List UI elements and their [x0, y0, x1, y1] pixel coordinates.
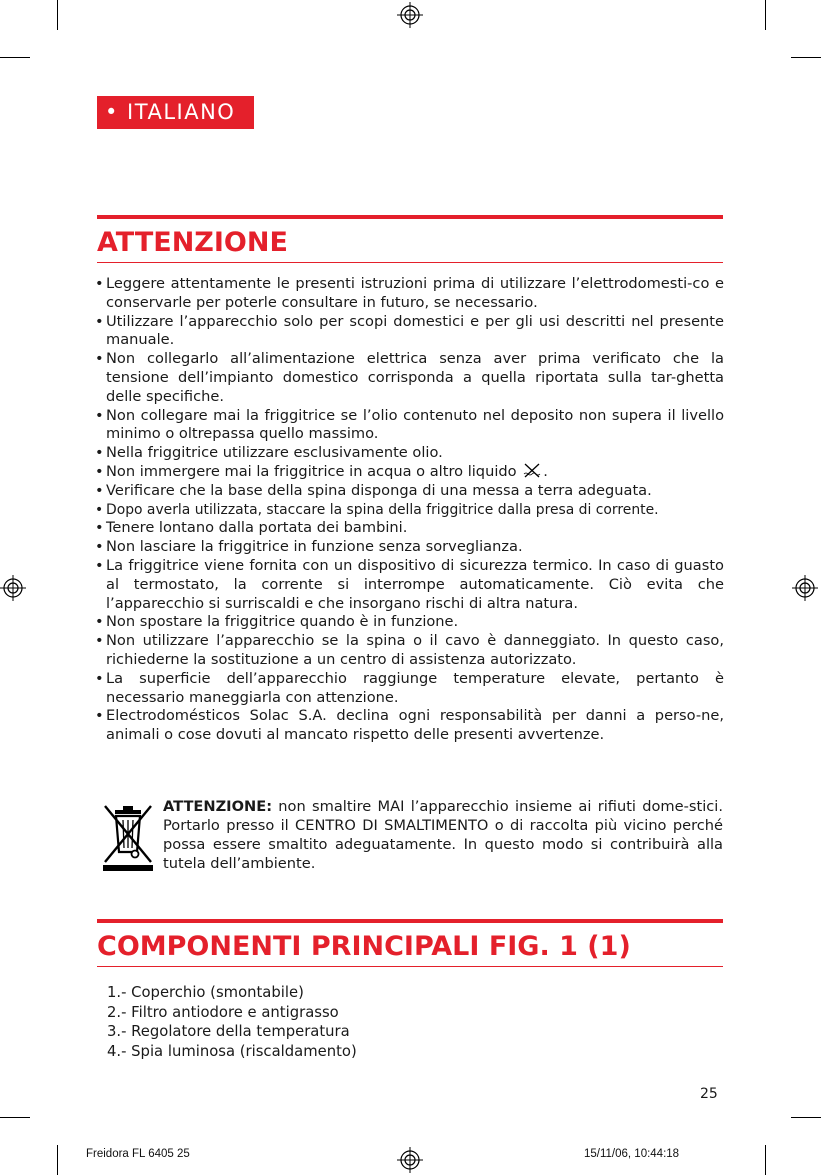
no-immersion-icon — [523, 463, 541, 478]
section-top-bar — [97, 919, 723, 923]
list-item-text: Non immergere mai la friggitrice in acqua o altro liquido — [106, 462, 517, 480]
crop-mark — [765, 0, 766, 30]
section-header-attenzione — [97, 215, 723, 263]
section-header-componenti — [97, 919, 723, 967]
list-item: • Verificare che la base della spina disponga di una messa a terra adeguata. — [97, 482, 724, 501]
list-item: • Non collegare mai la friggitrice se l’olio contenuto nel deposito non supera il livello minimo o oltrepassa quello massimo. — [97, 407, 724, 445]
section-top-bar — [97, 215, 723, 219]
disposal-text: non smaltire MAI l’apparecchio insieme ai rifiuti dome-stici. Portarlo presso il CENTRO DI SMALTIMENTO o di raccolta più vicino perché possa essere smaltito adeguatamente. In questo modo si contribuirà alla tutela dell’ambiente. — [163, 798, 723, 872]
list-item: • Leggere attentamente le presenti istruzioni prima di utilizzare l’elettrodomesti-co e conservarle per poterle consultare in futuro, se necessario. — [97, 275, 724, 313]
section-underline — [97, 966, 723, 967]
language-tag: • ITALIANO — [97, 96, 254, 129]
warning-list — [97, 275, 724, 745]
registration-mark-icon — [792, 575, 818, 601]
list-item: • Non lasciare la friggitrice in funzione senza sorveglianza. — [97, 538, 724, 557]
print-slug-file: Freidora FL 6405 25 — [86, 1148, 190, 1160]
list-item: 1.- Coperchio (smontabile) — [107, 984, 304, 1001]
list-item — [97, 463, 724, 482]
disposal-label: ATTENZIONE: — [163, 798, 273, 815]
list-item: • Electrodomésticos Solac S.A. declina ogni responsabilità per danni a perso-ne, animali o cose dovuti al mancato rispetto delle presenti avvertenze. — [97, 707, 724, 745]
list-item: • La superficie dell’apparecchio raggiunge temperature elevate, pertanto è necessario maneggiarla con attenzione. — [97, 670, 724, 708]
section-underline — [97, 262, 723, 263]
list-item: • Nella friggitrice utilizzare esclusivamente olio. — [97, 444, 724, 463]
crop-mark — [57, 1145, 58, 1175]
crop-mark — [0, 1117, 30, 1118]
registration-mark-icon — [397, 2, 423, 28]
components-list — [107, 983, 357, 1061]
list-item: • Non utilizzare l’apparecchio se la spina o il cavo è danneggiato. In questo caso, richiederne la sostituzione a un centro di assistenza autorizzato. — [97, 632, 724, 670]
list-item: 3.- Regolatore della temperatura — [107, 1023, 350, 1041]
list-item: 2.- Filtro antiodore e antigrasso — [107, 1003, 339, 1021]
list-item: • Non collegarlo all’alimentazione elettrica senza aver prima verificato che la tensione dell’impianto domestico corrisponda a quella riportata sulla tar-ghetta delle specifiche. — [97, 350, 724, 406]
crossed-out-wheelie-bin-icon — [101, 802, 155, 872]
crop-mark — [0, 57, 30, 58]
page-number: 25 — [700, 1086, 718, 1102]
registration-mark-icon — [0, 575, 26, 601]
section-title: COMPONENTI PRINCIPALI FIG. 1 (1) — [97, 931, 631, 962]
list-item: • Tenere lontano dalla portata dei bambini. — [97, 519, 724, 538]
crop-mark — [765, 1145, 766, 1175]
disposal-notice — [163, 797, 723, 873]
list-item: • Dopo averla utilizzata, staccare la spina della friggitrice dalla presa di corrente. — [97, 501, 724, 520]
section-title: ATTENZIONE — [97, 227, 288, 258]
list-item: • Utilizzare l’apparecchio solo per scopi domestici e per gli usi descritti nel presente manuale. — [97, 313, 724, 351]
registration-mark-icon — [397, 1147, 423, 1173]
punctuation: . — [543, 462, 548, 480]
print-slug-timestamp: 15/11/06, 10:44:18 — [584, 1148, 680, 1160]
list-item: • Non spostare la friggitrice quando è in funzione. — [97, 613, 724, 632]
list-item: 4.- Spia luminosa (riscaldamento) — [107, 1042, 357, 1060]
list-item: • La friggitrice viene fornita con un dispositivo di sicurezza termico. In caso di guasto al termostato, la corrente si interrompe automaticamente. Ciò evita che l’apparecchio si surriscaldi e che insorgano rischi di altra natura. — [97, 557, 724, 613]
crop-mark — [57, 0, 58, 30]
crop-mark — [791, 57, 821, 58]
crop-mark — [791, 1117, 821, 1118]
